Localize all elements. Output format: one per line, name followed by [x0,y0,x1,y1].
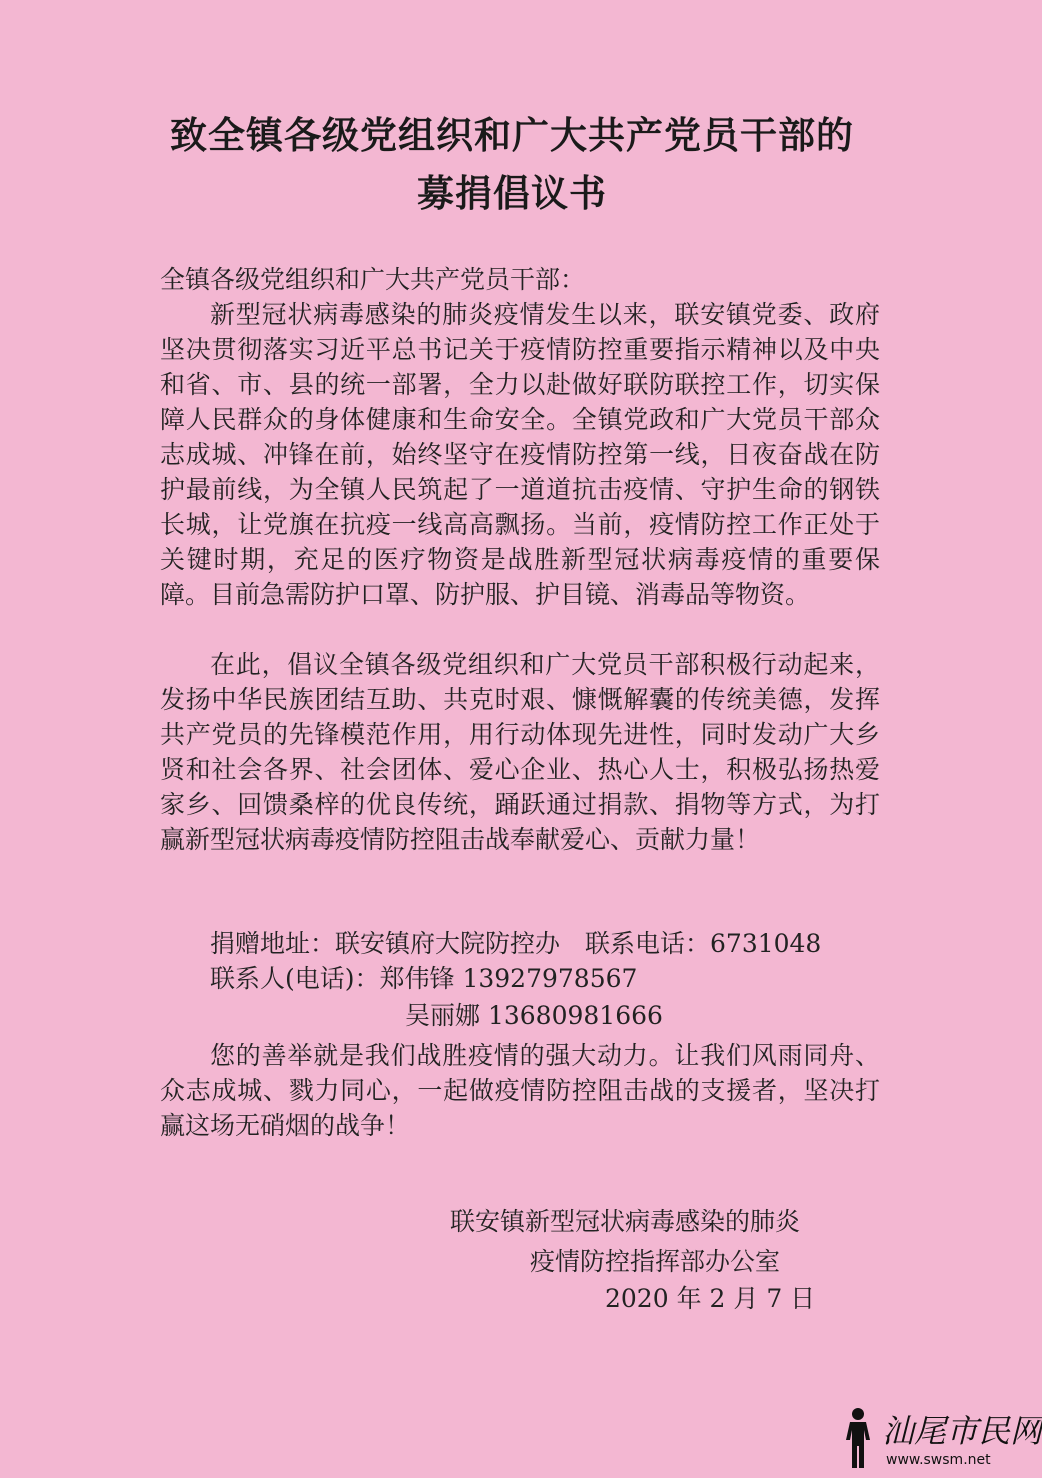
document-title-line1: 致全镇各级党组织和广大共产党员干部的 [170,113,854,157]
site-watermark [836,1402,1042,1474]
donation-address-phone: 捐赠地址：联安镇府大院防控办 联系电话：6731048 [210,929,822,958]
signature-date: 2020 年 2 月 7 日 [605,1284,816,1313]
person-silhouette-icon [836,1406,880,1470]
signature-org-line1: 联安镇新型冠状病毒感染的肺炎 [450,1207,801,1236]
salutation: 全镇各级党组织和广大共产党员干部： [160,265,586,294]
watermark-logo-text: 汕尾市民网 [882,1412,1042,1450]
signature-org-line2: 疫情防控指挥部办公室 [530,1247,781,1276]
contact-person-2: 吴丽娜 13680981666 [405,1001,663,1030]
contact-person-1: 联系人(电话)：郑伟锋 13927978567 [210,964,638,993]
body-paragraph-1: 新型冠状病毒感染的肺炎疫情发生以来，联安镇党委、政府坚决贯彻落实习近平总书记关于疫情防控重要指示精神以及中央和省、市、县的统一部署，全力以赴做好联防联控工作，切实保障人民群众的身体健康和生命安全。全镇党政和广大党员干部众志成城、冲锋在前，始终坚守在疫情防控第一线，日夜奋战在防护最前线，为全镇人民筑起了一道道抗击疫情、守护生命的钢铁长城，让党旗在抗疫一线高高飘扬。当前，疫情防控工作正处于关键时期，充足的医疗物资是战胜新型冠状病毒疫情的重要保障。目前急需防护口罩、防护服、护目镜、消毒品等物资。 [160,300,880,609]
body-paragraph-2: 在此，倡议全镇各级党组织和广大党员干部积极行动起来，发扬中华民族团结互助、共克时艰、慷慨解囊的传统美德，发挥共产党员的先锋模范作用，用行动体现先进性，同时发动广大乡贤和社会各界、社会团体、爱心企业、热心人士，积极弘扬热爱家乡、回馈桑梓的优良传统，踊跃通过捐款、捐物等方式，为打赢新型冠状病毒疫情防控阻击战奉献爱心、贡献力量！ [160,650,880,854]
document-title-line2: 募捐倡议书 [417,171,607,215]
watermark-url: www.swsm.net [886,1452,991,1468]
body-paragraph-3: 您的善举就是我们战胜疫情的强大动力。让我们风雨同舟、众志成城、戮力同心，一起做疫情防控阻击战的支援者，坚决打赢这场无硝烟的战争！ [160,1041,880,1140]
